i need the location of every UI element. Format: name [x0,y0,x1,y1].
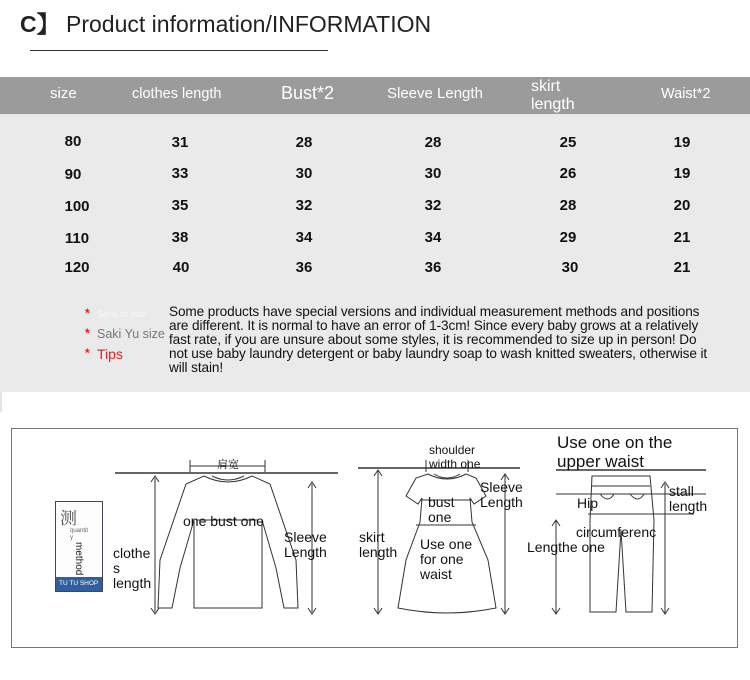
section-marker: C】 [20,11,60,37]
cell-sleeve-length: 34 [424,229,442,246]
label-stall-length: stall length [669,483,708,514]
label-shoulder-cn: 肩宽 [217,459,239,471]
header-sleeve-length: Sleeve Length [387,85,483,102]
cell-clothes-length: 40 [172,259,190,276]
header-size: size [50,85,77,102]
cell-waist: 21 [673,259,691,276]
care-note: Some products have special versions and individual measurement methods and positions are different. It is normal to have an error of 1-3cm! Since every baby grows at a relatively fast rate, if you are unsure about some styles, it is recommended to size up in person! Do not use baby laundry detergent or baby laundry soap to wash knitted sweaters, otherwise it will stain! [169,304,708,375]
cell-skirt-length: 25 [559,134,577,151]
label-dress-bust: bust one [428,494,455,525]
badge-label: method [73,542,84,576]
cell-sleeve-length: 30 [424,165,442,182]
cell-skirt-length: 30 [561,259,579,276]
header-skirt-length: skirt length [531,78,575,113]
badge-char: 测 [60,509,77,528]
cell-skirt-length: 29 [559,229,577,246]
label-dress-waist: Use one for one waist [420,536,473,582]
label-top-bust: one bust one [183,513,264,529]
cell-waist: 21 [673,229,691,246]
note-label-tips: Tips [97,346,123,362]
label-skirt-length: skirt length [359,529,398,560]
cell-sleeve-length: 32 [424,197,442,214]
cell-size: 120 [64,259,90,276]
cell-clothes-length: 35 [171,197,189,214]
label-pants-length: Lengthe one [527,539,605,555]
cell-waist: 20 [673,197,691,214]
header-bust: Bust*2 [281,83,335,103]
cell-bust: 34 [295,229,313,246]
cell-clothes-length: 38 [171,229,189,246]
cell-size: 80 [64,133,82,150]
cell-bust: 36 [295,259,313,276]
badge-shop-name: TU TU SHOP [59,580,99,587]
label-top-sleeve: Sleeve Length [284,529,327,560]
cell-sleeve-length: 36 [424,259,442,276]
cell-waist: 19 [673,134,691,151]
cell-bust: 28 [295,134,313,151]
cell-sleeve-length: 28 [424,134,442,151]
note-label-saki-yu-size: Saki Yu size [97,327,165,341]
label-dress-sleeve: Sleeve Length [480,479,523,510]
section-title-text: Product information/INFORMATION [66,11,432,37]
cell-bust: 32 [295,197,313,214]
badge-small-text: quantit y [70,528,89,541]
cell-skirt-length: 28 [559,197,577,214]
red-asterisk: * [85,306,90,320]
cell-skirt-length: 26 [559,165,577,182]
cell-size: 90 [64,166,82,183]
cell-clothes-length: 33 [171,165,189,182]
cell-bust: 30 [295,165,313,182]
red-asterisk: * [85,326,90,340]
cell-clothes-length: 31 [171,134,189,151]
label-upper-waist: Use one on the upper waist [557,433,673,471]
note-label-send-to-size: Send to size [97,309,147,319]
label-clothes-length: clothe s length [113,545,152,591]
header-waist: Waist*2 [661,86,711,102]
red-asterisk: * [85,346,90,360]
cell-size: 100 [64,198,90,215]
label-dress-shoulder: shoulder width one [429,443,481,471]
shirt-outline [158,476,298,608]
cell-waist: 19 [673,165,691,182]
label-circumference: circumferenc [576,524,657,540]
header-clothes-length: clothes length [132,86,222,102]
label-hip: Hip [577,495,599,511]
cell-size: 110 [64,230,90,247]
